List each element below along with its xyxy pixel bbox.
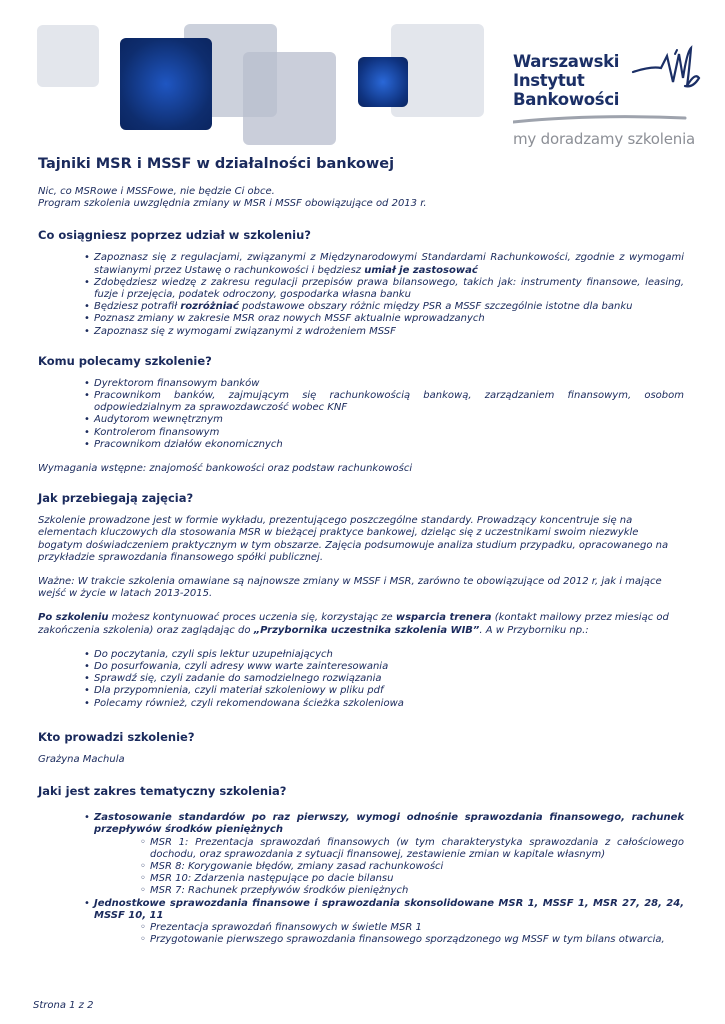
gain-item-3-text: Będziesz potrafił	[94, 301, 181, 313]
gain-item-5	[94, 326, 684, 338]
decor-square-6	[358, 57, 408, 107]
scope-sub-1-2: ◦ MSR 8: Korygowanie błędów, zmiany zasad rachunkowości	[150, 861, 684, 873]
decor-square-1	[37, 25, 99, 87]
decor-square-4	[243, 52, 336, 145]
audience-item-5: • Pracownikom działów ekonomicznych	[94, 439, 684, 451]
audience-item-1: • Dyrektorom finansowym banków	[94, 378, 684, 390]
scope-topic-1-subs	[94, 837, 684, 898]
p3-text-1: możesz kontynuować proces uczenia się, korzystając ze	[108, 612, 396, 624]
scope-topic-2	[94, 898, 684, 947]
gain-item-1-bold: umiał je zastosować	[364, 264, 478, 276]
page-header	[0, 0, 725, 150]
gain-item-2	[94, 277, 684, 301]
gain-item-1-text: Zapoznasz się z regulacjami, związanymi z Międzynarodowymi Standardami Rachunkowości, zgodnie z wymogami stawianymi przez Ustawę o rachunkowości i będziesz	[94, 252, 684, 276]
scope-topic-2-subs	[94, 922, 684, 946]
audience-item-4: • Kontrolerom finansowym	[94, 427, 684, 439]
gain-item-1	[94, 252, 684, 276]
p3-text-3: . A w Przyborniku np.:	[479, 624, 589, 636]
toolkit-item-2: • Do posurfowania, czyli adresy www warte zainteresowania	[94, 661, 684, 673]
wib-logo	[513, 52, 693, 126]
section-heading-process: Jak przebiegają zajęcia?	[38, 491, 194, 506]
gain-list	[38, 252, 684, 337]
scope-sub-1-4: ◦ MSR 7: Rachunek przepływów środków pieniężnych	[150, 885, 684, 897]
section-heading-audience: Komu polecamy szkolenie?	[38, 353, 212, 368]
process-paragraph-3	[38, 612, 684, 636]
audience-item-3: • Audytorom wewnętrznym	[94, 414, 684, 426]
process-paragraph-2: Ważne: W trakcie szkolenia omawiane są najnowsze zmiany w MSSF i MSR, zarówno te obowiązujące od 2012 r, jak i mające wejść w życie w latach 2013-2015.	[38, 576, 662, 600]
scope-list	[38, 812, 684, 946]
audience-item-2: • Pracownikom banków, zajmującym się rachunkowością bankową, zarządzaniem finansowym, osobom odpowiedzialnym za sprawozdawczość wobec KNF	[94, 390, 684, 414]
p3-text-2: (kontakt mailowy przez miesiąc od zakończenia szkolenia) oraz zaglądając do	[38, 612, 669, 636]
p3-bold-1: Po szkoleniu	[38, 612, 109, 624]
gain-item-3-after: podstawowe obszary różnic między PSR a MSSF szczególnie istotne dla banku	[238, 301, 633, 313]
toolkit-item-5: • Polecamy również, czyli rekomendowana ścieżka szkoleniowa	[94, 698, 684, 710]
logo-line-1: Warszawski	[513, 52, 620, 71]
toolkit-item-4: • Dla przypomnienia, czyli materiał szkoleniowy w pliku pdf	[94, 685, 684, 697]
gain-item-3-bold: rozróżniać	[180, 301, 239, 313]
trainer-name: Grażyna Machula	[38, 753, 125, 765]
logo-line-2: Instytut	[513, 71, 585, 90]
logo-line-3: Bankowości	[513, 90, 620, 109]
gain-item-2-text: Zdobędziesz wiedzę z zakresu regulacji przepisów prawa bilansowego, takich jak: instrumenty finansowe, leasing, fuzje i przejęcia, podatek odroczony, gospodarka własna banku	[94, 276, 684, 301]
logo-tagline: my doradzamy szkolenia	[513, 130, 696, 148]
toolkit-item-1: • Do poczytania, czyli spis lektur uzupełniających	[94, 649, 684, 661]
gain-item-5-text: Zapoznasz się z wymogami związanymi z wdrożeniem MSSF	[94, 325, 396, 337]
scope-topic-2-title: Jednostkowe sprawozdania finansowe i sprawozdania skonsolidowane MSR 1, MSSF 1, MSR 27, 28, 24, MSSF 10, 11	[94, 897, 684, 921]
intro-line-2: Program szkolenia uwzględnia zmiany w MSR i MSSF obowiązujące od 2013 r.	[38, 198, 427, 210]
requirements-text: Wymagania wstępne: znajomość bankowości oraz podstaw rachunkowości	[38, 463, 413, 475]
document-body	[38, 156, 684, 946]
scope-sub-2-2: ◦ Przygotowanie pierwszego sprawozdania finansowego sporządzonego wg MSSF w tym bilans otwarcia,	[150, 934, 684, 946]
logo-swoosh-icon	[513, 112, 688, 126]
gain-item-4-text: Poznasz zmiany w zakresie MSR oraz nowych MSSF aktualnie wprowadzanych	[94, 313, 485, 325]
scope-topic-1	[94, 812, 684, 897]
scope-sub-2-1: ◦ Prezentacja sprawozdań finansowych w świetle MSR 1	[150, 922, 684, 934]
decor-square-3	[120, 38, 212, 130]
p3-bold-2: wsparcia trenera	[395, 612, 492, 624]
gain-item-3	[94, 301, 684, 313]
page-number: Strona 1 z 2	[33, 1000, 94, 1011]
p3-bold-3: „Przybornika uczestnika szkolenia WIB”	[253, 624, 480, 636]
section-heading-scope: Jaki jest zakres tematyczny szkolenia?	[38, 784, 287, 799]
audience-list	[38, 378, 684, 451]
gain-item-4	[94, 313, 684, 325]
page-title: Tajniki MSR i MSSF w działalności bankowej	[38, 156, 395, 172]
toolkit-item-3: • Sprawdź się, czyli zadanie do samodzielnego rozwiązania	[94, 673, 684, 685]
intro-line-1: Nic, co MSRowe i MSSFowe, nie będzie Ci obce.	[38, 186, 275, 197]
scope-topic-1-title: Zastosowanie standardów po raz pierwszy, wymogi odnośnie sprawozdania finansowego, rachunek przepływów środków pieniężnych	[94, 812, 684, 836]
section-heading-trainer: Kto prowadzi szkolenie?	[38, 729, 195, 744]
scope-sub-1-1: ◦ MSR 1: Prezentacja sprawozdań finansowych (w tym charakterystyka sprawozdania z całościowego dochodu, oraz sprawozdania z sytuacji finansowej, zestawienie zmian w kapitale własnym)	[150, 837, 684, 861]
section-heading-gain: Co osiągniesz poprzez udział w szkoleniu?	[38, 228, 311, 243]
wib-signature-icon	[631, 42, 701, 108]
toolkit-list	[38, 649, 684, 710]
scope-sub-1-3: ◦ MSR 10: Zdarzenia następujące po dacie bilansu	[150, 873, 684, 885]
process-paragraph-1: Szkolenie prowadzone jest w formie wykładu, prezentującego poszczególne standardy. Prowadzący koncentruje się na elementach kluczowych dla stosowania MSR w bieżącej praktyce bankowej, dzieląc się z uczestnikami swoim niezwykle bogatym doświadczeniem praktycznym w tym obszarze. Zajęcia podsumowuje analiza studium przypadku, opracowanego na przykładzie sprawozdania finansowego spółki publicznej.	[38, 515, 669, 563]
